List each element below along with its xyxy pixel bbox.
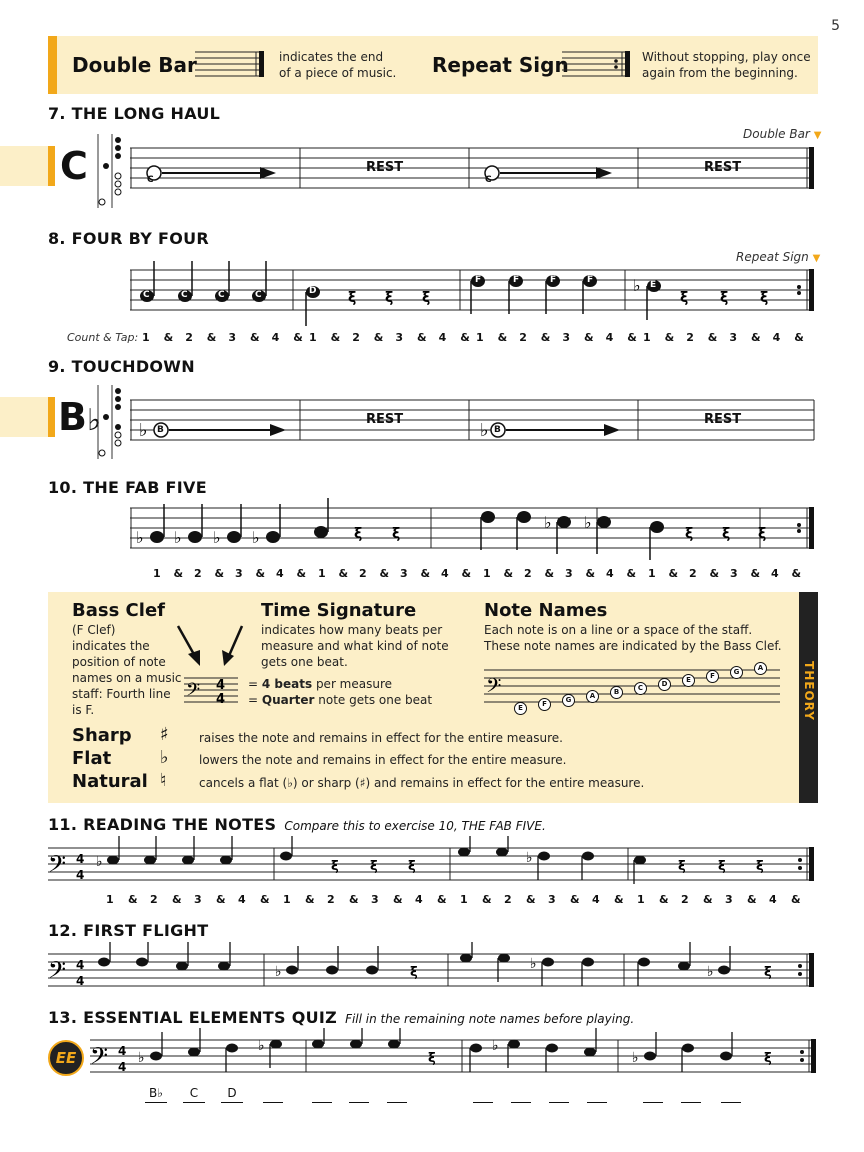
svg-text:♭: ♭ xyxy=(136,528,144,547)
count-and: & xyxy=(709,567,720,580)
note-name-e: E xyxy=(514,702,527,715)
count-beat: 1 xyxy=(309,331,317,344)
count-beat: 2 xyxy=(359,567,367,580)
repeat-sign-title: Repeat Sign xyxy=(432,53,569,77)
double-bar-label xyxy=(743,127,821,141)
rest-label: REST xyxy=(366,412,404,427)
svg-text:ξ: ξ xyxy=(408,859,416,874)
count-beat: 2 xyxy=(519,331,527,344)
svg-text:ξ: ξ xyxy=(722,526,731,542)
svg-text:♭: ♭ xyxy=(544,513,552,532)
arrow-down-icon: ▼ xyxy=(813,130,822,141)
count-beat: 4 xyxy=(605,331,614,344)
repeat-sign-text xyxy=(642,49,811,81)
answer-filled: B♭ xyxy=(145,1086,167,1103)
note-highlight xyxy=(0,146,48,186)
count-and: & xyxy=(296,567,307,580)
fingering-chart-icon xyxy=(92,383,132,461)
count-beat: 2 xyxy=(185,331,193,344)
exercise-8-title: 8. FOUR BY FOUR xyxy=(48,229,210,248)
answer-blank[interactable] xyxy=(349,1086,369,1103)
count-and: & xyxy=(250,331,260,344)
count-and: & xyxy=(482,893,492,906)
svg-text:♭: ♭ xyxy=(96,854,103,870)
count-beat: 2 xyxy=(150,893,158,906)
exercise-7-title: 7. THE LONG HAUL xyxy=(48,104,221,123)
time-signature-title: Time Signature xyxy=(261,600,417,621)
count-beat: 1 xyxy=(643,331,651,344)
flat-title: Flat xyxy=(72,748,112,769)
note-label: E xyxy=(650,280,657,290)
count-beat: 1 xyxy=(153,567,161,580)
count-beat: 2 xyxy=(327,893,335,906)
repeat-sign-label-text: Repeat Sign xyxy=(736,250,809,264)
count-and: & xyxy=(540,331,551,344)
staff-exercise-10 xyxy=(130,498,820,568)
exercise-12-title: 12. FIRST FLIGHT xyxy=(48,921,209,940)
theory-tab-label: THEORY xyxy=(802,661,816,721)
answer-filled: D xyxy=(221,1086,243,1103)
repeat-sign-text-line: again from the beginning. xyxy=(642,66,798,80)
answer-blank[interactable] xyxy=(587,1086,607,1103)
answer-blank[interactable] xyxy=(511,1086,531,1103)
count-and: & xyxy=(330,331,341,344)
svg-text:4: 4 xyxy=(216,678,226,693)
count-and: & xyxy=(417,331,427,344)
svg-text:ξ: ξ xyxy=(758,526,767,542)
answer-blank[interactable] xyxy=(312,1086,332,1103)
bass-clef-text xyxy=(72,622,182,718)
svg-text:ξ: ξ xyxy=(385,290,394,306)
count-beat: 2 xyxy=(352,331,360,344)
note-names-row xyxy=(484,662,784,714)
count-beat: 1 xyxy=(483,567,491,580)
count-beat: 4 xyxy=(771,567,779,580)
note-label: B xyxy=(157,425,164,435)
bass-clef-line: (F Clef) xyxy=(72,623,116,637)
count-and: & xyxy=(420,567,431,580)
note-label: B xyxy=(494,425,501,435)
note-label: F xyxy=(513,275,520,285)
count-and: & xyxy=(747,893,757,906)
quarter-bold: Quarter xyxy=(261,693,315,707)
count-and: & xyxy=(626,567,637,580)
count-beat: 3 xyxy=(228,331,237,344)
count-and: & xyxy=(173,567,184,580)
count-and: & xyxy=(214,567,225,580)
svg-text:♭: ♭ xyxy=(275,964,282,980)
count-beat: 3 xyxy=(395,331,404,344)
count-beat: 3 xyxy=(400,567,408,580)
sharp-text: raises the note and remains in effect for the entire measure. xyxy=(199,731,563,745)
count-beat: 4 xyxy=(606,567,614,580)
answer-blank[interactable] xyxy=(681,1086,701,1103)
note-label: F xyxy=(550,275,557,285)
sharp-icon: ♯ xyxy=(160,724,169,745)
new-note-letter-text: B xyxy=(58,395,87,439)
svg-text:ξ: ξ xyxy=(428,1051,436,1066)
time-signature-line: gets one beat. xyxy=(261,655,348,669)
count-beat: 2 xyxy=(686,331,694,344)
count-beat: 3 xyxy=(725,893,733,906)
svg-text:ξ: ξ xyxy=(370,859,378,874)
arrow-down-icon: ▼ xyxy=(812,253,821,264)
svg-text:ξ: ξ xyxy=(764,1051,772,1066)
note-name-f: F xyxy=(706,670,719,683)
beats-text: per measure xyxy=(315,677,393,691)
count-and: & xyxy=(707,331,718,344)
count-and: & xyxy=(172,893,182,906)
count-and: & xyxy=(585,567,596,580)
note-label: C xyxy=(147,175,154,185)
page-number: 5 xyxy=(831,18,840,34)
svg-text:ξ: ξ xyxy=(392,526,401,542)
note-names-text xyxy=(484,622,782,654)
note-name-f: F xyxy=(538,698,551,711)
svg-text:♭: ♭ xyxy=(526,850,533,866)
bass-clef-icon: 𝄢 xyxy=(186,680,201,705)
count-and: & xyxy=(703,893,713,906)
count-and: & xyxy=(503,567,514,580)
count-and: & xyxy=(750,567,761,580)
svg-text:ξ: ξ xyxy=(331,859,339,874)
count-beat: 3 xyxy=(548,893,556,906)
svg-text:ξ: ξ xyxy=(756,859,764,874)
svg-text:4: 4 xyxy=(118,1044,127,1058)
exercise-13-title xyxy=(48,1008,634,1027)
exercise-11-title xyxy=(48,815,546,834)
bass-clef-line: indicates the xyxy=(72,639,150,653)
accent-stripe xyxy=(48,36,57,94)
svg-text:♭: ♭ xyxy=(174,528,182,547)
svg-text:♭: ♭ xyxy=(258,1038,265,1054)
note-label: C xyxy=(181,290,188,300)
count-beat: 4 xyxy=(438,331,447,344)
svg-text:♭: ♭ xyxy=(492,1038,499,1054)
bass-clef-line: position of note xyxy=(72,655,166,669)
count-and: & xyxy=(349,893,359,906)
count-and: & xyxy=(659,893,669,906)
answer-blank[interactable] xyxy=(721,1086,741,1103)
count-beat: 2 xyxy=(524,567,532,580)
bass-clef-icon: 𝄢 xyxy=(48,956,67,989)
note-label: C xyxy=(218,290,225,300)
svg-text:4: 4 xyxy=(76,868,85,882)
exercise-10-title: 10. THE FAB FIVE xyxy=(48,478,207,497)
quarter-note-beat: = Quarter note gets one beat xyxy=(248,693,433,707)
count-beat: 2 xyxy=(194,567,202,580)
repeat-sign-symbol xyxy=(562,48,634,82)
staff-exercise-12 xyxy=(48,942,820,998)
svg-text:ξ: ξ xyxy=(354,526,363,542)
staff-exercise-8 xyxy=(130,258,820,328)
count-and: & xyxy=(614,893,624,906)
note-highlight xyxy=(0,397,48,437)
count-and: & xyxy=(216,893,226,906)
svg-text:♭: ♭ xyxy=(707,964,714,980)
count-and: & xyxy=(497,331,508,344)
note-label: C xyxy=(255,290,262,300)
rest-label: REST xyxy=(704,412,742,427)
count-beat: 4 xyxy=(592,893,600,906)
svg-text:♭: ♭ xyxy=(139,420,148,441)
natural-title: Natural xyxy=(72,771,148,792)
note-name-d: D xyxy=(658,678,671,691)
count-and: & xyxy=(379,567,390,580)
count-and: & xyxy=(255,567,266,580)
svg-text:ξ: ξ xyxy=(720,290,729,306)
note-label: C xyxy=(143,290,150,300)
count-beat: 3 xyxy=(729,331,738,344)
essential-elements-logo xyxy=(48,1040,84,1076)
double-bar-text-line: indicates the end xyxy=(279,50,384,64)
count-beat: 1 xyxy=(648,567,656,580)
note-label: C xyxy=(485,175,492,185)
answer-blank[interactable] xyxy=(643,1086,663,1103)
exercise-11-subtitle: Compare this to exercise 10, THE FAB FIVE. xyxy=(284,819,546,833)
bass-clef-title: Bass Clef xyxy=(72,600,165,621)
double-bar-text xyxy=(279,49,396,81)
count-beat: 3 xyxy=(730,567,738,580)
count-and: & xyxy=(305,893,315,906)
note-names-title: Note Names xyxy=(484,600,608,621)
natural-icon: ♮ xyxy=(160,770,167,791)
count-and: & xyxy=(791,893,801,906)
count-label: Count & Tap: xyxy=(67,331,139,344)
count-and: & xyxy=(260,893,270,906)
answer-blank[interactable] xyxy=(549,1086,569,1103)
svg-text:♭: ♭ xyxy=(252,528,260,547)
svg-text:ξ: ξ xyxy=(410,965,418,980)
svg-text:ξ: ξ xyxy=(422,290,431,306)
svg-text:4: 4 xyxy=(76,974,85,988)
svg-text:4: 4 xyxy=(118,1060,127,1074)
rest-label: REST xyxy=(704,160,742,175)
count-and: & xyxy=(668,567,679,580)
quarter-text: note gets one beat xyxy=(318,693,433,707)
note-name-g: G xyxy=(730,666,743,679)
svg-text:ξ: ξ xyxy=(760,290,769,306)
count-beat: 1 xyxy=(106,893,114,906)
beats-per-measure: = 4 beats per measure xyxy=(248,677,393,691)
svg-text:4: 4 xyxy=(76,958,85,972)
note-label: F xyxy=(475,275,482,285)
double-bar-text-line: of a piece of music. xyxy=(279,66,397,80)
exercise-13-subtitle: Fill in the remaining note names before playing. xyxy=(345,1012,635,1026)
time-signature-line: indicates how many beats per xyxy=(261,623,443,637)
note-name-e: E xyxy=(682,674,695,687)
svg-text:♭: ♭ xyxy=(530,956,537,972)
exercise-9-title: 9. TOUCHDOWN xyxy=(48,357,195,376)
count-beat: 2 xyxy=(504,893,512,906)
count-and: & xyxy=(293,331,303,344)
count-and: & xyxy=(664,331,675,344)
note-name-b: B xyxy=(610,686,623,699)
svg-text:ξ: ξ xyxy=(348,290,357,306)
note-accent xyxy=(48,397,55,437)
double-bar-label-text: Double Bar xyxy=(743,127,810,141)
count-beat: 3 xyxy=(371,893,379,906)
note-label: F xyxy=(587,275,594,285)
time-signature-text xyxy=(261,622,449,670)
flat-text: lowers the note and remains in effect for the entire measure. xyxy=(199,753,567,767)
svg-text:♭: ♭ xyxy=(213,528,221,547)
note-accent xyxy=(48,146,55,186)
answer-blank[interactable] xyxy=(387,1086,407,1103)
count-beat: 2 xyxy=(681,893,689,906)
bass-clef-icon: 𝄢 xyxy=(90,1042,109,1075)
count-and: & xyxy=(794,331,804,344)
svg-text:♭: ♭ xyxy=(632,1050,639,1066)
staff-exercise-13 xyxy=(90,1028,820,1084)
count-and: & xyxy=(791,567,802,580)
count-and: & xyxy=(544,567,555,580)
count-beat: 3 xyxy=(235,567,243,580)
count-and: & xyxy=(584,331,594,344)
flat-sign: ♭ xyxy=(86,403,102,438)
count-beat: 1 xyxy=(460,893,468,906)
staff-exercise-11 xyxy=(48,836,820,892)
count-and: & xyxy=(751,331,761,344)
theory-tab xyxy=(799,592,818,803)
note-name-c: C xyxy=(634,682,647,695)
count-beat: 2 xyxy=(689,567,697,580)
count-and: & xyxy=(393,893,403,906)
logo-text: EE xyxy=(55,1049,77,1067)
svg-text:4: 4 xyxy=(76,852,85,866)
note-names-line: These note names are indicated by the Bass Clef. xyxy=(484,639,782,653)
svg-text:♭: ♭ xyxy=(138,1050,145,1066)
exercise-11-title-text: 11. READING THE NOTES xyxy=(48,815,277,834)
beats-bold: 4 beats xyxy=(261,677,313,691)
count-beat: 1 xyxy=(637,893,645,906)
count-beat: 4 xyxy=(238,893,246,906)
svg-text:ξ: ξ xyxy=(718,859,726,874)
double-bar-symbol xyxy=(195,48,267,82)
flat-icon: ♭ xyxy=(160,747,169,768)
repeat-sign-text-line: Without stopping, play once xyxy=(642,50,811,64)
count-and: & xyxy=(128,893,138,906)
note-names-line: Each note is on a line or a space of the staff. xyxy=(484,623,753,637)
svg-text:ξ: ξ xyxy=(764,965,772,980)
svg-text:♭: ♭ xyxy=(633,276,641,295)
count-and: & xyxy=(627,331,637,344)
count-beat: 4 xyxy=(276,567,284,580)
count-and: & xyxy=(338,567,349,580)
svg-text:♭: ♭ xyxy=(584,513,592,532)
note-name-a: A xyxy=(754,662,767,675)
fingering-chart-icon xyxy=(92,132,132,210)
bass-clef-icon: 𝄢 xyxy=(486,674,502,702)
exercise-13-title-text: 13. ESSENTIAL ELEMENTS QUIZ xyxy=(48,1008,338,1027)
svg-text:♭: ♭ xyxy=(480,420,489,441)
bass-clef-line: is F. xyxy=(72,703,95,717)
count-beat: 1 xyxy=(476,331,484,344)
rest-label: REST xyxy=(366,160,404,175)
answer-blank[interactable] xyxy=(473,1086,493,1103)
count-beat: 1 xyxy=(318,567,326,580)
svg-text:ξ: ξ xyxy=(685,526,694,542)
count-beat: 4 xyxy=(271,331,280,344)
double-bar-title: Double Bar xyxy=(72,53,197,77)
svg-text:ξ: ξ xyxy=(678,859,686,874)
count-and: & xyxy=(163,331,174,344)
natural-text: cancels a flat (♭) or sharp (♯) and remains in effect for the entire measure. xyxy=(199,776,645,790)
count-and: & xyxy=(206,331,217,344)
count-and: & xyxy=(437,893,447,906)
count-beat: 3 xyxy=(194,893,202,906)
count-and: & xyxy=(461,567,472,580)
count-beat: 1 xyxy=(142,331,150,344)
count-beat: 3 xyxy=(565,567,573,580)
time-signature-line: measure and what kind of note xyxy=(261,639,449,653)
count-beat: 1 xyxy=(283,893,291,906)
clef-diagram xyxy=(172,620,252,720)
note-name-g: G xyxy=(562,694,575,707)
sharp-title: Sharp xyxy=(72,725,132,746)
count-beat: 4 xyxy=(441,567,449,580)
note-name-a: A xyxy=(586,690,599,703)
count-beat: 4 xyxy=(769,893,777,906)
answer-blank[interactable] xyxy=(263,1086,283,1103)
new-note-letter: C xyxy=(60,144,88,188)
svg-text:ξ: ξ xyxy=(680,290,689,306)
count-and: & xyxy=(526,893,536,906)
bass-clef-line: staff: Fourth line xyxy=(72,687,171,701)
bass-clef-icon: 𝄢 xyxy=(48,850,67,883)
count-and: & xyxy=(460,331,470,344)
answer-filled: C xyxy=(183,1086,205,1103)
count-beat: 4 xyxy=(415,893,423,906)
answer-blanks xyxy=(0,1086,864,1106)
bass-clef-line: names on a music xyxy=(72,671,182,685)
svg-text:4: 4 xyxy=(216,692,226,707)
count-and: & xyxy=(373,331,384,344)
count-beat: 4 xyxy=(772,331,781,344)
count-and: & xyxy=(570,893,580,906)
note-label: D xyxy=(309,286,317,296)
count-beat: 3 xyxy=(562,331,571,344)
